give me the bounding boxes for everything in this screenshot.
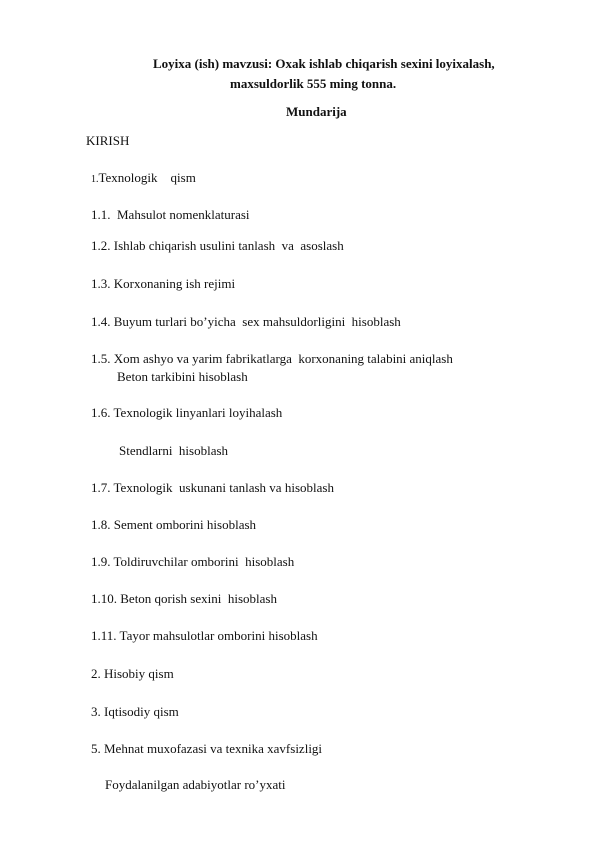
toc-item: 2. Hisobiy qism xyxy=(91,666,174,681)
toc-heading: Mundarija xyxy=(286,104,347,119)
toc-subitem: Beton tarkibini hisoblash xyxy=(117,369,248,384)
toc-subitem: Stendlarni hisoblash xyxy=(119,443,229,458)
toc-item: 3. Iqtisodiy qism xyxy=(91,704,179,719)
toc-section-1-number: 1. xyxy=(91,174,99,185)
toc-item: 1.2. Ishlab chiqarish usulini tanlash va asoslash xyxy=(91,238,344,253)
toc-item: 1.8. Sement omborini hisoblash xyxy=(91,517,257,532)
toc-section-1 xyxy=(91,170,196,188)
toc-section-1-label: Texnologik qism xyxy=(98,170,196,185)
toc-item: 1.7. Texnologik uskunani tanlash va hisoblash xyxy=(91,480,334,495)
toc-item: 5. Mehnat muxofazasi va texnika xavfsizligi xyxy=(91,741,323,756)
toc-item: 1.10. Beton qorish sexini hisoblash xyxy=(91,591,277,606)
title-line-1: Loyixa (ish) mavzusi: Oxak ishlab chiqarish sexini loyixalash, xyxy=(153,56,495,71)
toc-item: 1.5. Xom ashyo va yarim fabrikatlarga korxonaning talabini aniqlash xyxy=(91,351,453,366)
toc-item: 1.3. Korxonaning ish rejimi xyxy=(91,276,236,291)
toc-item: 1.9. Toldiruvchilar omborini hisoblash xyxy=(91,554,295,569)
toc-item: 1.4. Buyum turlari bo’yicha sex mahsuldorligini hisoblash xyxy=(91,314,401,329)
toc-item-references: Foydalanilgan adabiyotlar ro’yxati xyxy=(105,777,286,792)
toc-item: 1.11. Tayor mahsulotlar omborini hisoblash xyxy=(91,628,318,643)
toc-item: 1.1. Mahsulot nomenklaturasi xyxy=(91,207,250,222)
title-line-2: maxsuldorlik 555 ming tonna. xyxy=(230,76,397,91)
toc-item: 1.6. Texnologik linyanlari loyihalash xyxy=(91,405,283,420)
toc-intro: KIRISH xyxy=(86,133,130,148)
